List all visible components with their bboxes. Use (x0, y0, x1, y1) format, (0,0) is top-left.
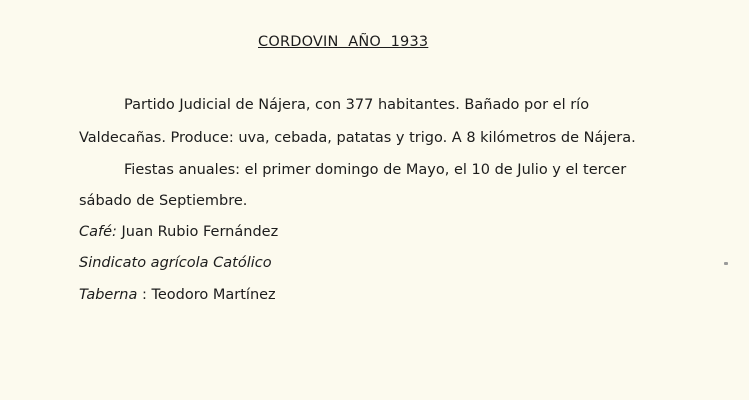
entry-sindicato-label: Sindicato agrícola Católico (79, 255, 272, 271)
entry-cafe-value: Juan Rubio Fernández (116, 224, 279, 240)
entry-cafe (79, 224, 278, 240)
entry-taberna-label: Taberna (79, 287, 138, 303)
entry-sindicato (79, 255, 272, 271)
entry-cafe-label: Café: (79, 224, 117, 240)
entry-taberna (79, 287, 276, 303)
entry-taberna-value: : Teodoro Martínez (137, 287, 276, 303)
paragraph1-line2: Valdecañas. Produce: uva, cebada, patatas y trigo. A 8 kilómetros de Nájera. (79, 130, 636, 146)
paragraph1-line1: Partido Judicial de Nájera, con 377 habitantes. Bañado por el río (124, 97, 590, 113)
paragraph2-line1: Fiestas anuales: el primer domingo de Mayo, el 10 de Julio y el tercer (124, 162, 627, 178)
document-title: CORDOVIN AÑO 1933 (258, 34, 429, 50)
scan-speck (724, 262, 728, 265)
paragraph2-line2: sábado de Septiembre. (79, 193, 248, 209)
